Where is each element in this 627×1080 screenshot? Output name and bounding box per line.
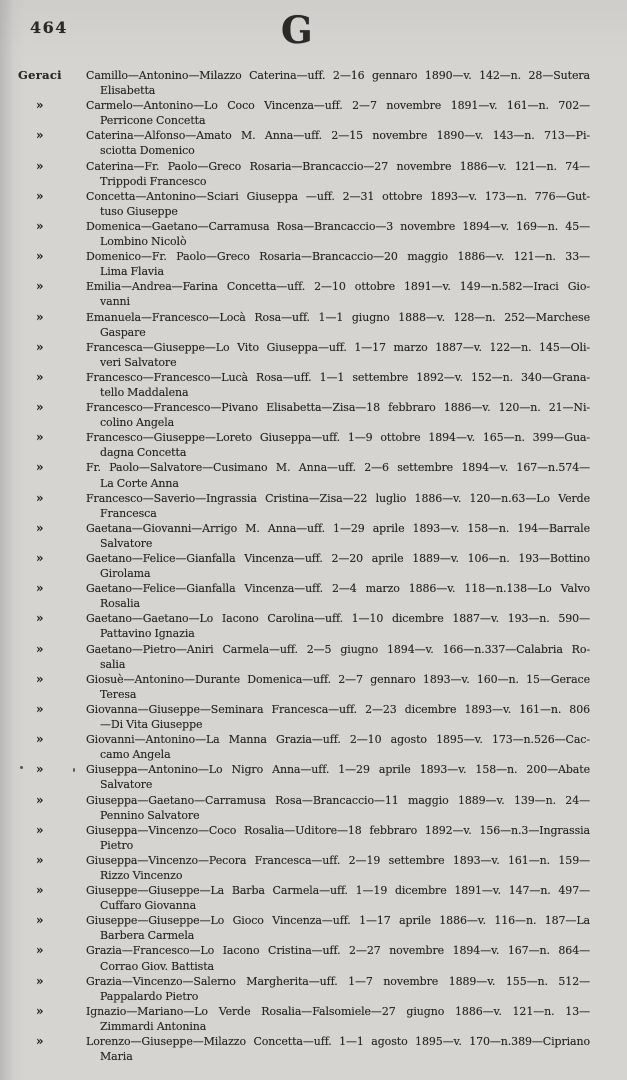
ditto-mark: » — [36, 158, 44, 173]
entry-line-1: Lorenzo—Giuseppe—Milazzo Concetta—uff. 1—1 agosto 1895—v. 170—n.389—Cipriano — [86, 1035, 590, 1048]
entry-line-2: Francesca — [100, 506, 157, 520]
ditto-mark: » — [36, 611, 44, 626]
ditto-mark: » — [36, 1003, 44, 1018]
index-entry — [0, 340, 590, 370]
ditto-mark: » — [36, 732, 44, 747]
ditto-mark: » — [36, 641, 44, 656]
ditto-mark: » — [36, 460, 44, 475]
entry-line-2: Elisabetta — [100, 84, 156, 98]
index-entry — [0, 189, 590, 219]
entry-line-2: Salvatore — [100, 778, 153, 792]
entry-line-1: Caterina—Fr. Paolo—Greco Rosaria—Brancaccio—27 novembre 1886—v. 121—n. 74— — [86, 159, 590, 173]
entry-line-2: Pappalardo Pietro — [100, 989, 199, 1003]
entry-line-2: Cuffaro Giovanna — [100, 899, 197, 913]
ditto-mark: » — [36, 701, 44, 716]
ditto-mark: » — [36, 279, 44, 294]
index-entry — [0, 793, 590, 823]
entry-line-2: colino Angela — [100, 416, 175, 430]
entry-line-2: Corrao Giov. Battista — [100, 959, 214, 973]
index-entry — [0, 823, 590, 853]
entry-line-1: Gaetano—Felice—Gianfalla Vincenza—uff. 2—20 aprile 1889—v. 106—n. 193—Bottino — [86, 552, 590, 565]
entry-line-2: Barbera Carmela — [100, 929, 195, 943]
entry-line-1: Grazia—Vincenzo—Salerno Margherita—uff. 1—7 novembre 1889—v. 155—n. 512— — [86, 974, 590, 988]
entry-line-2: Teresa — [100, 687, 137, 701]
entry-line-2: Zimmardi Antonina — [100, 1019, 207, 1033]
print-artifact — [73, 768, 75, 772]
index-entry — [0, 370, 590, 400]
entry-line-1: Caterina—Alfonso—Amato M. Anna—uff. 2—15 novembre 1890—v. 143—n. 713—Pi- — [86, 129, 590, 143]
entry-line-1: Domenico—Fr. Paolo—Greco Rosaria—Brancaccio—20 maggio 1886—v. 121—n. 33— — [86, 250, 590, 264]
entry-line-1: Camillo—Antonino—Milazzo Caterina—uff. 2—16 gennaro 1890—v. 142—n. 28—Sutera — [86, 69, 590, 82]
index-entry — [0, 249, 590, 279]
entry-line-1: Giuseppe—Giuseppe—Lo Gioco Vincenza—uff. 1—17 aprile 1886—v. 116—n. 187—La — [86, 914, 590, 928]
entry-line-1: Giovanni—Antonino—La Manna Grazia—uff. 2—10 agosto 1895—v. 173—n.526—Cac- — [86, 733, 590, 747]
ditto-mark: » — [36, 339, 44, 354]
entry-line-1: Fr. Paolo—Salvatore—Cusimano M. Anna—uff. 2—6 settembre 1894—v. 167—n.574— — [86, 461, 590, 475]
entry-line-1: Gaetano—Gaetano—Lo Iacono Carolina—uff. 1—10 dicembre 1887—v. 193—n. 590— — [86, 612, 590, 626]
entry-line-1: Giovanna—Giuseppe—Seminara Francesca—uff. 2—23 dicembre 1893—v. 161—n. 806 — [86, 702, 590, 716]
entry-line-1: Francesco—Giuseppe—Loreto Giuseppa—uff. 1—9 ottobre 1894—v. 165—n. 399—Gua- — [86, 431, 590, 445]
entry-line-2: Rizzo Vincenzo — [100, 868, 183, 882]
entry-line-1: Francesco—Francesco—Lucà Rosa—uff. 1—1 settembre 1892—v. 152—n. 340—Grana- — [86, 370, 590, 384]
entry-line-2: veri Salvatore — [100, 355, 177, 369]
ditto-mark: » — [36, 671, 44, 686]
index-entry — [0, 219, 590, 249]
entry-line-2: Girolama — [100, 567, 151, 581]
entry-line-1: Giuseppa—Vincenzo—Pecora Francesca—uff. 2—19 settembre 1893—v. 161—n. 159— — [86, 853, 590, 867]
entry-line-1: Giuseppa—Antonino—Lo Nigro Anna—uff. 1—29 aprile 1893—v. 158—n. 200—Abate — [86, 763, 590, 777]
index-entry — [0, 974, 590, 1004]
entry-line-2: vanni — [100, 295, 130, 309]
entry-line-1: Gaetano—Felice—Gianfalla Vincenza—uff. 2—4 marzo 1886—v. 118—n.138—Lo Valvo — [86, 582, 590, 596]
section-letter-heading: G — [281, 8, 313, 52]
entry-line-2: dagna Concetta — [100, 446, 187, 460]
entry-line-1: Emilia—Andrea—Farina Concetta—uff. 2—10 ottobre 1891—v. 149—n.582—Iraci Gio- — [86, 280, 590, 294]
index-entry — [0, 1004, 590, 1034]
index-entry — [0, 521, 590, 551]
entry-line-1: Giuseppe—Giuseppe—La Barba Carmela—uff. 1—19 dicembre 1891—v. 147—n. 497— — [86, 884, 590, 898]
index-entry — [0, 943, 590, 973]
entry-line-2: —Di Vita Giuseppe — [100, 718, 203, 732]
entry-line-2: Lima Flavia — [100, 265, 164, 279]
index-entry — [0, 98, 590, 128]
entry-line-2: La Corte Anna — [100, 476, 179, 490]
entry-line-1: Carmelo—Antonino—Lo Coco Vincenza—uff. 2—7 novembre 1891—v. 161—n. 702— — [86, 99, 590, 113]
ditto-mark: » — [36, 883, 44, 898]
entry-line-2: Perricone Concetta — [100, 114, 206, 128]
entry-line-2: Salvatore — [100, 536, 153, 550]
entry-line-1: Domenica—Gaetano—Carramusa Rosa—Brancaccio—3 novembre 1894—v. 169—n. 45— — [86, 219, 590, 233]
ditto-mark: » — [36, 943, 44, 958]
index-entry — [0, 762, 590, 792]
index-entry — [0, 551, 590, 581]
index-entry — [0, 642, 590, 672]
entry-line-2: Pennino Salvatore — [100, 808, 200, 822]
entry-line-2: tuso Giuseppe — [100, 204, 178, 218]
index-entry — [0, 883, 590, 913]
entry-line-1: Gaetana—Giovanni—Arrigo M. Anna—uff. 1—29 aprile 1893—v. 158—n. 194—Barrale — [86, 521, 590, 535]
ditto-mark: » — [36, 551, 44, 565]
index-entry — [0, 460, 590, 490]
index-entry — [0, 672, 590, 702]
index-entry — [0, 430, 590, 460]
entry-line-2: Gaspare — [100, 325, 146, 339]
ditto-mark: » — [36, 400, 44, 415]
index-entry — [0, 1034, 590, 1064]
print-artifact — [20, 766, 23, 769]
ditto-mark: » — [36, 430, 44, 445]
entry-line-1: Concetta—Antonino—Sciari Giuseppa —uff. 2—31 ottobre 1893—v. 173—n. 776—Gut- — [86, 189, 590, 203]
entry-line-1: Francesca—Giuseppe—Lo Vito Giuseppa—uff. 1—17 marzo 1887—v. 122—n. 145—Oli- — [86, 340, 590, 354]
ditto-mark: » — [36, 98, 44, 113]
entry-line-2: tello Maddalena — [100, 385, 189, 399]
entry-line-1: Francesco—Saverio—Ingrassia Cristina—Zisa—22 luglio 1886—v. 120—n.63—Lo Verde — [86, 491, 590, 505]
ditto-mark: » — [36, 128, 44, 143]
entry-line-2: Pietro — [100, 838, 134, 852]
index-entry — [0, 702, 590, 732]
index-entry — [0, 491, 590, 521]
ditto-mark: » — [36, 852, 44, 867]
index-entry — [0, 68, 590, 98]
index-entry — [0, 279, 590, 309]
ditto-mark: » — [36, 822, 44, 837]
ditto-mark: » — [36, 581, 44, 596]
entry-line-1: Giuseppa—Vincenzo—Coco Rosalia—Uditore—18 febbraro 1892—v. 156—n.3—Ingrassia — [86, 823, 590, 837]
index-entry — [0, 611, 590, 641]
index-entry — [0, 159, 590, 189]
ditto-mark: » — [36, 792, 44, 807]
index-entry — [0, 853, 590, 883]
entry-line-2: Trippodi Francesco — [100, 174, 207, 188]
index-entry — [0, 310, 590, 340]
surname-header: Geraci — [18, 68, 62, 82]
ditto-mark: » — [36, 520, 44, 535]
ditto-mark: » — [36, 249, 44, 264]
entry-line-1: Giosuè—Antonino—Durante Domenica—uff. 2—7 gennaro 1893—v. 160—n. 15—Gerace — [86, 672, 590, 686]
ditto-mark: » — [36, 762, 44, 777]
ditto-mark: » — [36, 218, 44, 233]
entry-line-1: Ignazio—Mariano—Lo Verde Rosalia—Falsomiele—27 giugno 1886—v. 121—n. 13— — [86, 1004, 590, 1018]
index-entry — [0, 400, 590, 430]
index-entry — [0, 732, 590, 762]
entry-line-1: Grazia—Francesco—Lo Iacono Cristina—uff. 2—27 novembre 1894—v. 167—n. 864— — [86, 944, 590, 958]
ditto-mark: » — [36, 973, 44, 988]
ditto-mark: » — [36, 309, 44, 324]
page-number: 464 — [30, 18, 68, 37]
ditto-mark: » — [36, 188, 44, 203]
entry-line-1: Giuseppa—Gaetano—Carramusa Rosa—Brancaccio—11 maggio 1889—v. 139—n. 24— — [86, 793, 590, 807]
entry-line-2: Rosalia — [100, 597, 141, 611]
ditto-mark: » — [36, 1034, 44, 1048]
entry-list — [0, 68, 590, 1064]
index-entry — [0, 581, 590, 611]
entry-line-2: camo Angela — [100, 748, 171, 762]
entry-line-1: Francesco—Francesco—Pivano Elisabetta—Zisa—18 febbraro 1886—v. 120—n. 21—Ni- — [86, 401, 590, 415]
entry-line-2: Lombino Nicolò — [100, 235, 187, 249]
ditto-mark: » — [36, 913, 44, 928]
entry-line-2: salia — [100, 657, 126, 671]
index-entry — [0, 913, 590, 943]
entry-line-1: Emanuela—Francesco—Locà Rosa—uff. 1—1 giugno 1888—v. 128—n. 252—Marchese — [86, 310, 590, 324]
entry-line-1: Gaetano—Pietro—Aniri Carmela—uff. 2—5 giugno 1894—v. 166—n.337—Calabria Ro- — [86, 642, 590, 656]
ditto-mark: » — [36, 490, 44, 505]
entry-line-2: Maria — [100, 1050, 133, 1064]
ditto-mark: » — [36, 369, 44, 384]
entry-line-2: sciotta Domenico — [100, 144, 195, 158]
index-entry — [0, 128, 590, 158]
entry-line-2: Pattavino Ignazia — [100, 627, 195, 641]
